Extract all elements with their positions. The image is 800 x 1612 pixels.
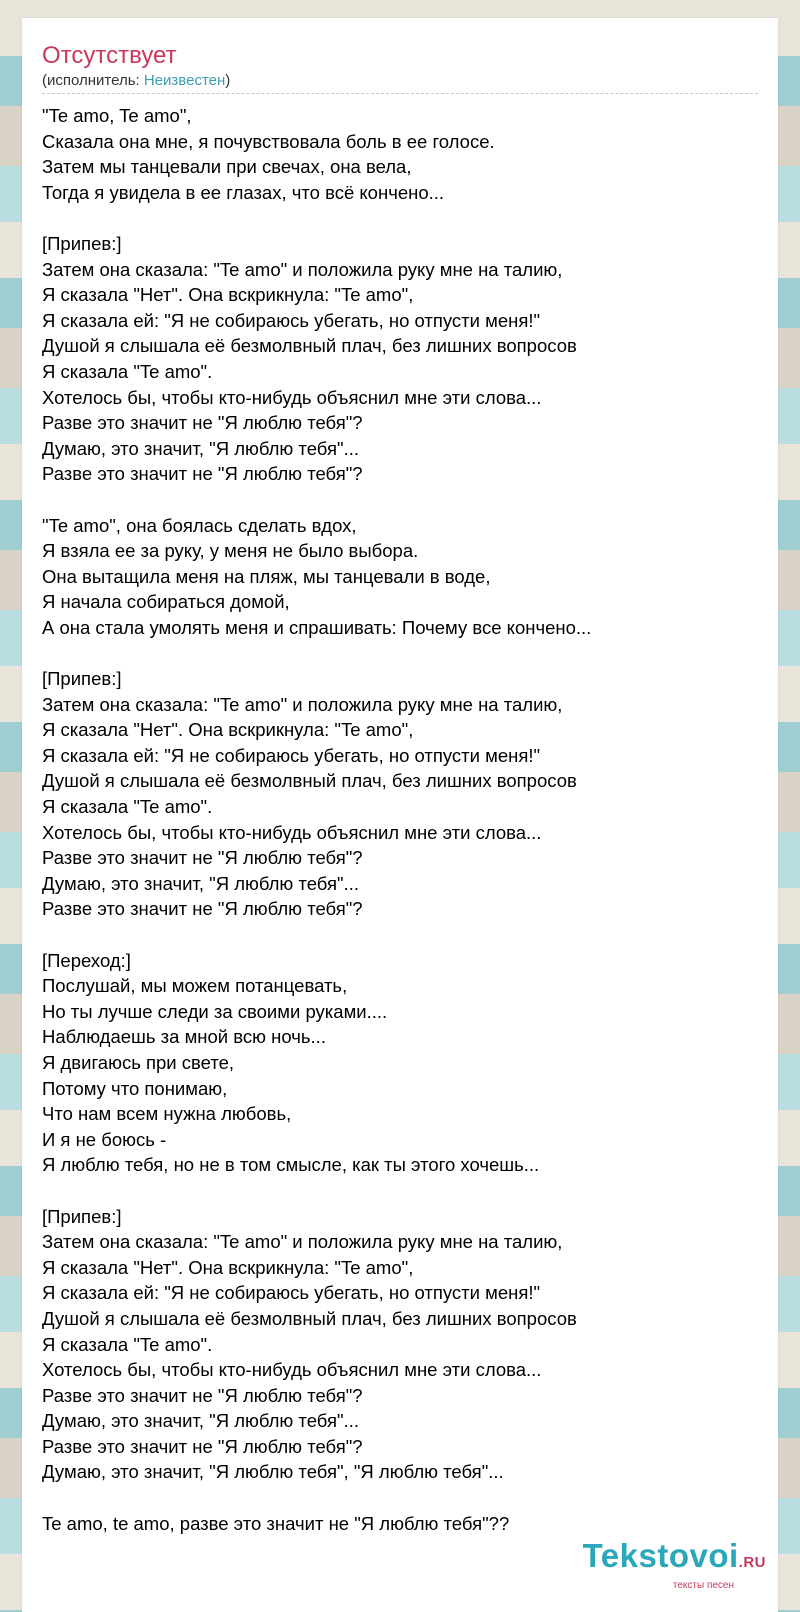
lyrics-blank-line xyxy=(42,1178,758,1204)
lyrics-line: Я сказала "Te amo". xyxy=(42,360,213,382)
lyrics-line: Затем она сказала: "Te amo" и положила руку мне на талию, xyxy=(42,1231,563,1253)
lyrics-line: Затем она сказала: "Te amo" и положила руку мне на талию, xyxy=(42,693,563,715)
lyrics-line: Разве это значит не "Я люблю тебя"? xyxy=(42,898,363,920)
lyrics-line: Я сказала "Нет". Она вскрикнула: "Te amo", xyxy=(42,719,414,741)
logo-name: Tekstovoi xyxy=(582,1537,739,1574)
lyrics-line: Я сказала "Нет". Она вскрикнула: "Te amo", xyxy=(42,1256,414,1278)
lyrics-line: Разве это значит не "Я люблю тебя"? xyxy=(42,412,363,434)
lyrics-line: Думаю, это значит, "Я люблю тебя", "Я люблю тебя"... xyxy=(42,1461,504,1483)
logo-wordmark xyxy=(583,1539,766,1580)
lyrics-blank-line xyxy=(42,1485,758,1511)
lyrics-line: Послушай, мы можем потанцевать, xyxy=(42,975,348,997)
lyrics-line: Разве это значит не "Я люблю тебя"? xyxy=(42,847,363,869)
lyrics-line: Затем мы танцевали при свечах, она вела, xyxy=(42,156,412,178)
lyrics-line: Тогда я увидела в ее глазах, что всё кончено... xyxy=(42,181,445,203)
lyrics-line: Я сказала ей: "Я не собираюсь убегать, но отпусти меня!" xyxy=(42,1282,541,1304)
lyrics-line: [Переход:] xyxy=(42,949,131,971)
artist-suffix: ) xyxy=(225,72,231,89)
lyrics-line: Разве это значит не "Я люблю тебя"? xyxy=(42,463,363,485)
lyrics-line: Думаю, это значит, "Я люблю тебя"... xyxy=(42,1410,359,1432)
lyrics-line: Душой я слышала её безмолвный плач, без лишних вопросов xyxy=(42,335,577,357)
logo-tld: .RU xyxy=(738,1554,766,1571)
lyrics-line: Я начала собираться домой, xyxy=(42,591,290,613)
lyrics-blank-line xyxy=(42,640,758,666)
lyrics-line: Я сказала ей: "Я не собираюсь убегать, но отпусти меня!" xyxy=(42,309,541,331)
song-subtitle xyxy=(42,72,230,90)
lyrics-line: Я сказала "Te amo". xyxy=(42,796,213,818)
lyrics-line: "Te amo, Te amo", xyxy=(42,105,192,126)
artist-prefix: (исполнитель: xyxy=(42,72,144,89)
lyrics-line: Душой я слышала её безмолвный плач, без лишних вопросов xyxy=(42,1307,577,1329)
lyrics-line: Я люблю тебя, но не в том смысле, как ты этого хочешь... xyxy=(42,1154,540,1176)
lyrics-line: Она вытащила меня на пляж, мы танцевали в воде, xyxy=(42,565,491,587)
lyrics-line: Потому что понимаю, xyxy=(42,1077,228,1099)
lyrics-line: Хотелось бы, чтобы кто-нибудь объяснил мне эти слова... xyxy=(42,821,542,843)
lyrics-line: Разве это значит не "Я люблю тебя"? xyxy=(42,1384,363,1406)
lyrics-line: Сказала она мне, я почувствовала боль в ее голосе. xyxy=(42,130,495,152)
lyrics-line: Я сказала "Te amo". xyxy=(42,1333,213,1355)
lyrics-line: "Te amo", она боялась сделать вдох, xyxy=(42,514,357,536)
lyrics-line: Но ты лучше следи за своими руками.... xyxy=(42,1000,388,1022)
logo-tagline: тексты песен xyxy=(672,1580,734,1591)
artist-link[interactable]: Неизвестен xyxy=(143,72,226,89)
lyrics-text xyxy=(42,103,758,1536)
lyrics-line: Te amo, te amo, разве это значит не "Я люблю тебя"?? xyxy=(42,1512,510,1534)
lyrics-card xyxy=(22,18,778,1612)
lyrics-line: Хотелось бы, чтобы кто-нибудь объяснил мне эти слова... xyxy=(42,386,542,408)
lyrics-blank-line xyxy=(42,922,758,948)
lyrics-line: Разве это значит не "Я люблю тебя"? xyxy=(42,1435,363,1457)
lyrics-line: [Припев:] xyxy=(42,1205,122,1227)
lyrics-line: Думаю, это значит, "Я люблю тебя"... xyxy=(42,437,359,459)
lyrics-line: Я сказала ей: "Я не собираюсь убегать, но отпусти меня!" xyxy=(42,744,541,766)
lyrics-line: Душой я слышала её безмолвный плач, без лишних вопросов xyxy=(42,770,577,792)
lyrics-line: Я сказала "Нет". Она вскрикнула: "Te amo", xyxy=(42,284,414,306)
lyrics-blank-line xyxy=(42,205,758,231)
lyrics-line: Наблюдаешь за мной всю ночь... xyxy=(42,1026,326,1048)
lyrics-line: Затем она сказала: "Te amo" и положила руку мне на талию, xyxy=(42,258,563,280)
lyrics-line: Хотелось бы, чтобы кто-нибудь объяснил мне эти слова... xyxy=(42,1359,542,1381)
title-divider xyxy=(42,93,758,94)
lyrics-blank-line xyxy=(42,487,758,513)
lyrics-line: Что нам всем нужна любовь, xyxy=(42,1103,292,1125)
lyrics-line: А она стала умолять меня и спрашивать: Почему все кончено... xyxy=(42,616,592,638)
lyrics-line: И я не боюсь - xyxy=(42,1128,167,1150)
lyrics-line: [Припев:] xyxy=(42,668,122,690)
lyrics-line: [Припев:] xyxy=(42,232,122,254)
lyrics-line: Я двигаюсь при свете, xyxy=(42,1051,235,1073)
song-title: Отсутствует xyxy=(42,42,177,69)
lyrics-line: Я взяла ее за руку, у меня не было выбора. xyxy=(42,540,419,562)
lyrics-line: Думаю, это значит, "Я люблю тебя"... xyxy=(42,872,359,894)
site-logo[interactable] xyxy=(583,1539,766,1592)
